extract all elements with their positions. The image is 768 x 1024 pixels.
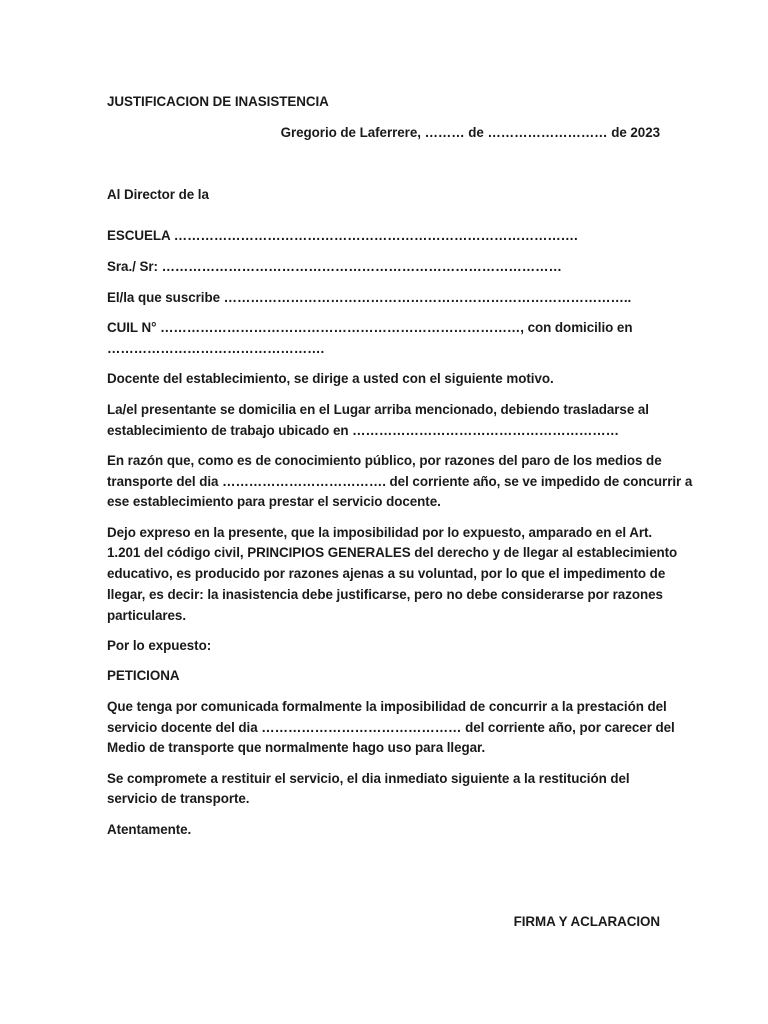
paragraph-domicilio-line1: La/el presentante se domicilia en el Lugar arriba mencionado, debiendo trasladarse al xyxy=(107,402,649,417)
paragraph-razon-line3: ese establecimiento para prestar el servicio docente. xyxy=(107,494,441,509)
paragraph-domicilio-line2: establecimiento de trabajo ubicado en …………………………………………………… xyxy=(107,423,619,438)
paragraph-comunicada-line1: Que tenga por comunicada formalmente la imposibilidad de concurrir a la prestación del xyxy=(107,699,667,714)
paragraph-expreso-line1: Dejo expreso en la presente, que la imposibilidad por lo expuesto, amparado en el Art. xyxy=(107,525,653,540)
document-title: JUSTIFICACION DE INASISTENCIA xyxy=(107,94,329,109)
paragraph-peticiona: PETICIONA xyxy=(107,668,180,683)
signature-line: FIRMA Y ACLARACION xyxy=(513,914,660,929)
paragraph-expreso-line5: particulares. xyxy=(107,608,186,623)
paragraph-expreso-line2: 1.201 del código civil, PRINCIPIOS GENERALES del derecho y de llegar al establecimiento xyxy=(107,545,678,560)
paragraph-compromete-line1: Se compromete a restituir el servicio, el dia inmediato siguiente a la restitución del xyxy=(107,771,630,786)
paragraph-expreso-line3: educativo, es producido por razones ajenas a su voluntad, por lo que el impedimento de xyxy=(107,566,666,581)
paragraph-comunicada-line3: Medio de transporte que normalmente hago uso para llegar. xyxy=(107,740,486,755)
paragraph-motivo: Docente del establecimiento, se dirige a usted con el siguiente motivo. xyxy=(107,371,554,386)
addressee-line: Al Director de la xyxy=(107,187,209,202)
place-date-line: Gregorio de Laferrere, ……… de ……………………… de 2023 xyxy=(280,125,660,140)
escuela-field: ESCUELA ………………………………………………………………………………. xyxy=(107,228,578,243)
suscribe-field: El/la que suscribe ……………………………………………………………………………….. xyxy=(107,290,632,305)
cuil-field-line2: …………………………………………. xyxy=(107,341,325,356)
paragraph-comunicada-line2: servicio docente del dia ……………………………………… del corriente año, por carecer del xyxy=(107,720,675,735)
paragraph-razon-line2: transporte del dia ………………………………. del corriente año, se ve impedido de concurrir a xyxy=(107,474,693,489)
paragraph-razon-line1: En razón que, como es de conocimiento público, por razones del paro de los medios de xyxy=(107,453,662,468)
paragraph-atentamente: Atentamente. xyxy=(107,822,192,837)
sra-sr-field: Sra./ Sr: ……………………………………………………………………………… xyxy=(107,259,562,274)
paragraph-por-lo-expuesto: Por lo expuesto: xyxy=(107,638,212,653)
paragraph-expreso-line4: llegar, es decir: la inasistencia debe justificarse, pero no debe considerarse por razones xyxy=(107,587,663,602)
paragraph-compromete-line2: servicio de transporte. xyxy=(107,791,250,806)
cuil-field-line1: CUIL N° ………………………………………………………………………, con domicilio en xyxy=(107,320,633,335)
